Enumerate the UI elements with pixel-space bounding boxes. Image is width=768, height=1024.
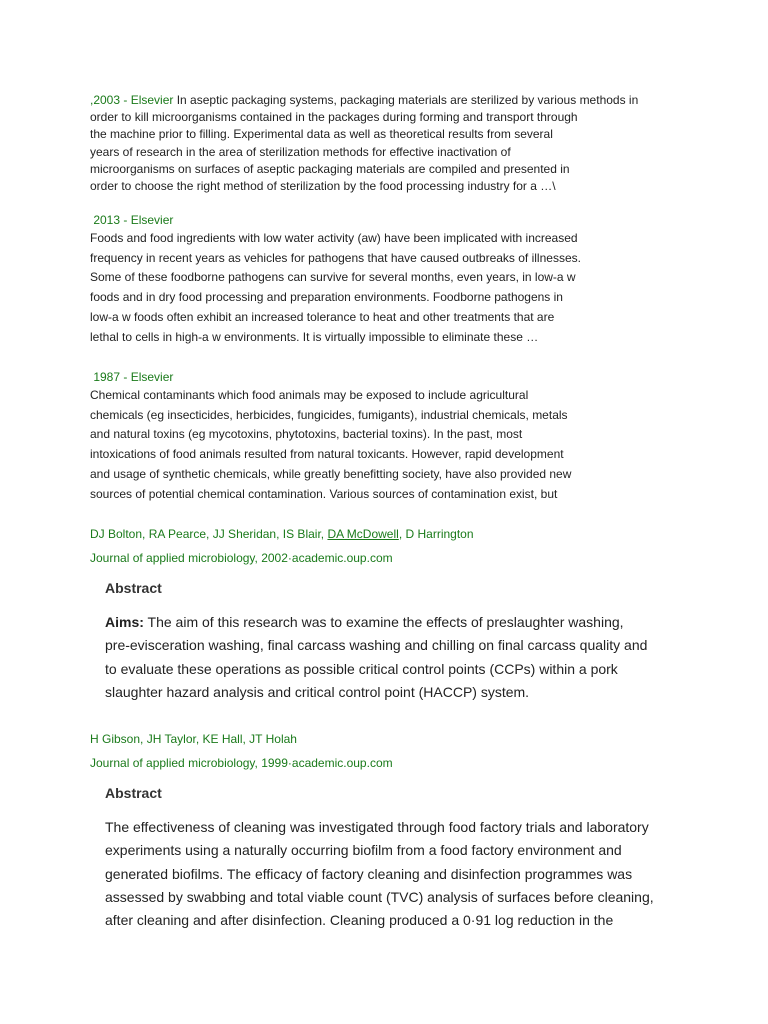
authors-text: , D Harrington: [398, 527, 474, 541]
snippet-line: and natural toxins (eg mycotoxins, phytotoxins, bacterial toxins). In the past, most: [90, 427, 523, 442]
search-result-snippet: [90, 92, 670, 195]
abstract-line: experiments using a naturally occurring biofilm from a food factory environment and: [105, 842, 622, 859]
abstract-body: [105, 816, 685, 932]
abstract-line: [105, 611, 685, 634]
authors-text: DJ Bolton, RA Pearce, JJ Sheridan, IS Blair,: [90, 527, 328, 541]
abstract-section: [105, 783, 685, 932]
abstract-heading: Abstract: [105, 785, 162, 801]
search-result-snippet: [90, 368, 650, 504]
citation-entry: [90, 522, 474, 570]
abstract-line: assessed by swabbing and total viable count (TVC) analysis of surfaces before cleaning,: [105, 888, 654, 905]
search-result-snippet: [90, 211, 650, 347]
snippet-text: In aseptic packaging systems, packaging materials are sterilized by various methods in: [173, 93, 639, 107]
citation-entry: [90, 727, 393, 775]
author-link[interactable]: DA McDowell: [327, 527, 399, 541]
journal-source-link[interactable]: Journal of applied microbiology, 1999·academic.oup.com: [90, 756, 393, 770]
abstract-text: The aim of this research was to examine the effects of preslaughter washing,: [143, 614, 624, 630]
abstract-line: slaughter hazard analysis and critical control point (HACCP) system.: [105, 683, 530, 700]
snippet-line: Chemical contaminants which food animals may be exposed to include agricultural: [90, 388, 529, 402]
source-link[interactable]: 2013 - Elsevier: [90, 213, 174, 227]
abstract-body: [105, 611, 685, 704]
snippet-line: and usage of synthetic chemicals, while greatly benefitting society, have also provided new: [90, 466, 572, 481]
snippet-line: order to kill microorganisms contained in the packages during forming and transport through: [90, 110, 578, 125]
snippet-line: chemicals (eg insecticides, herbicides, fungicides, fumigants), industrial chemicals, metals: [90, 407, 568, 422]
abstract-line: The effectiveness of cleaning was investigated through food factory trials and laboratory: [105, 819, 649, 835]
source-link[interactable]: ,2003 - Elsevier: [90, 93, 174, 107]
abstract-line: to evaluate these operations as possible critical control points (CCPs) within a pork: [105, 660, 618, 677]
author-list: [90, 522, 474, 546]
aims-label: Aims:: [105, 614, 144, 630]
snippet-line: [90, 92, 670, 109]
abstract-heading: Abstract: [105, 580, 162, 596]
snippet-line: lethal to cells in high-a w environments. It is virtually impossible to eliminate these …: [90, 329, 539, 344]
snippet-line: sources of potential chemical contamination. Various sources of contamination exist, but: [90, 486, 558, 501]
snippet-line: Some of these foodborne pathogens can survive for several months, even years, in low-a w: [90, 270, 576, 285]
journal-source-link[interactable]: Journal of applied microbiology, 2002·academic.oup.com: [90, 551, 393, 565]
snippet-line: intoxications of food animals resulted from natural toxicants. However, rapid development: [90, 447, 564, 462]
abstract-line: pre‐evisceration washing, final carcass washing and chilling on final carcass quality and: [105, 637, 648, 654]
abstract-line: after cleaning and after disinfection. Cleaning produced a 0·91 log reduction in the: [105, 912, 614, 929]
abstract-line: generated biofilms. The efficacy of factory cleaning and disinfection programmes was: [105, 865, 633, 882]
snippet-line: low-a w foods often exhibit an increased tolerance to heat and other treatments that are: [90, 309, 555, 324]
snippet-line: the machine prior to filling. Experimental data as well as theoretical results from several: [90, 127, 553, 142]
abstract-section: [105, 578, 685, 704]
author-list[interactable]: H Gibson, JH Taylor, KE Hall, JT Holah: [90, 732, 297, 746]
snippet-line: Foods and food ingredients with low water activity (aw) have been implicated with increased: [90, 231, 578, 245]
source-link[interactable]: 1987 - Elsevier: [90, 370, 174, 384]
snippet-line: frequency in recent years as vehicles for pathogens that have caused outbreaks of illnesses.: [90, 250, 581, 265]
snippet-line: order to choose the right method of sterilization by the food processing industry for a …\: [90, 179, 556, 194]
snippet-line: years of research in the area of sterilization methods for effective inactivation of: [90, 144, 511, 159]
snippet-line: microorganisms on surfaces of aseptic packaging materials are compiled and presented in: [90, 161, 570, 176]
snippet-line: foods and in dry food processing and preparation environments. Foodborne pathogens in: [90, 290, 563, 305]
